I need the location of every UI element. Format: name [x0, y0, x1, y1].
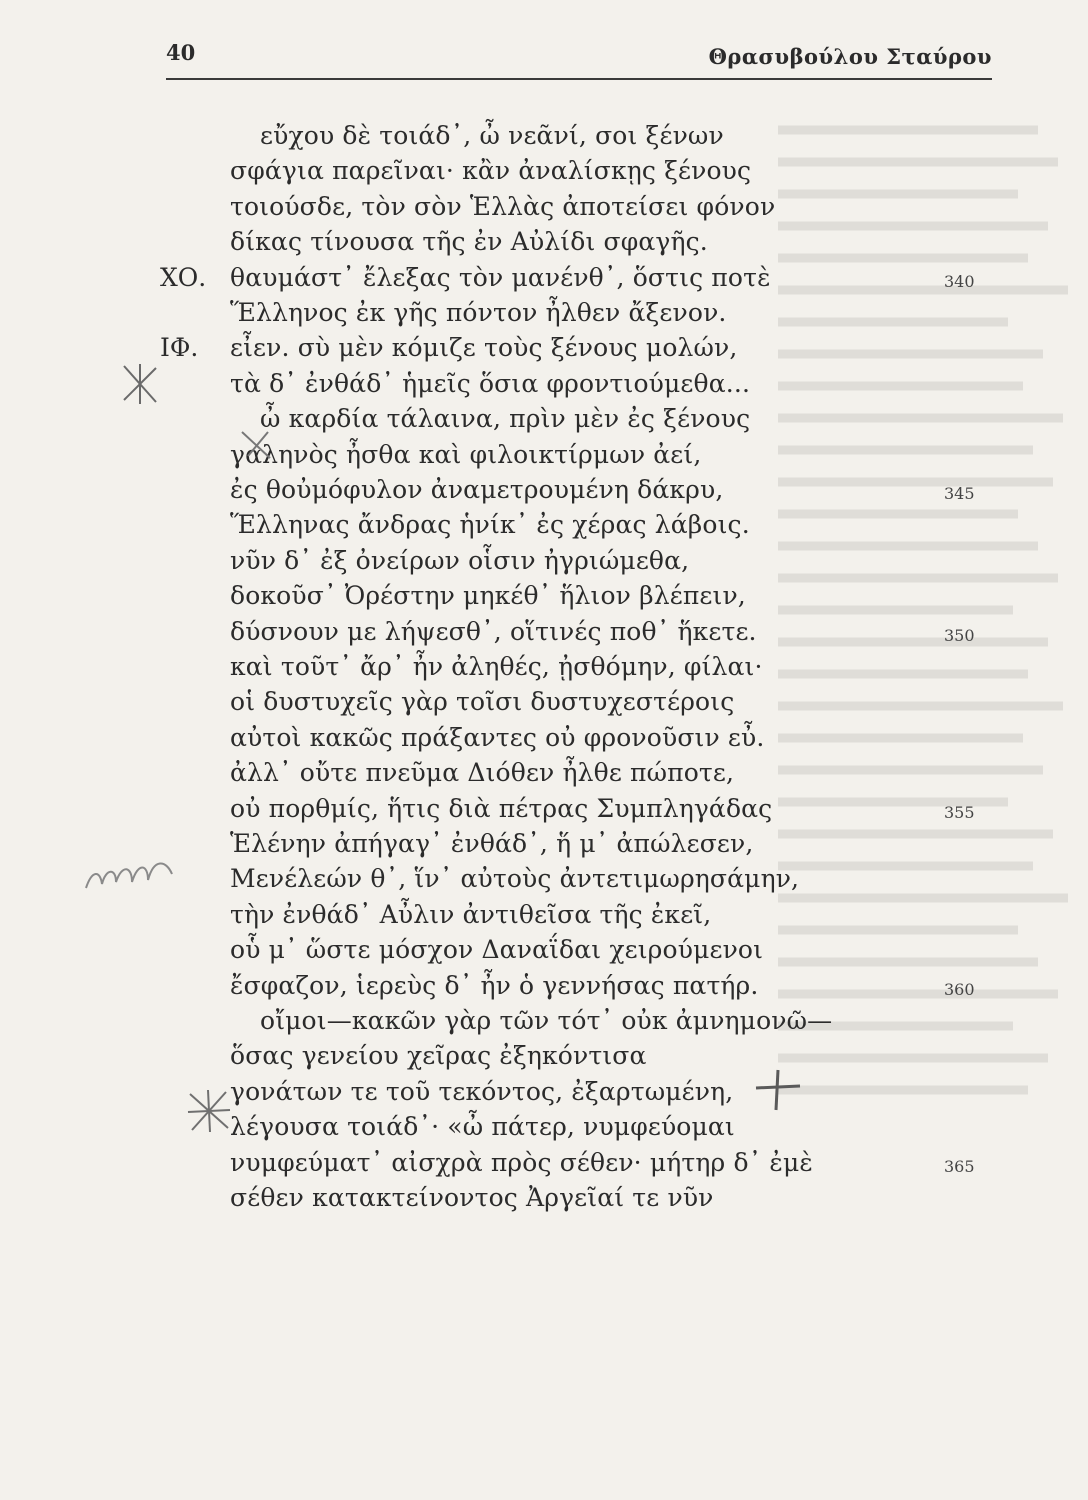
- verse-line: οἴμοι—κακῶν γὰρ τῶν τότ᾽ οὐκ ἀμνημονῶ—: [260, 1006, 833, 1035]
- page-number: 40: [166, 40, 196, 65]
- verse-line: γαληνὸς ἦσθα καὶ φιλοικτίρμων ἀεί,: [230, 439, 702, 469]
- verse-line: ἔσφαζον, ἱερεὺς δ᾽ ἦν ὁ γεννήσας πατήρ.: [230, 970, 759, 1000]
- verse-line: Ἑλένην ἀπήγαγ᾽ ἐνθάδ᾽, ἥ μ᾽ ἀπώλεσεν,: [230, 829, 754, 858]
- line-number: 355: [944, 802, 975, 822]
- verse-line: αὐτοὶ κακῶς πράξαντες οὐ φρονοῦσιν εὖ.: [230, 722, 765, 752]
- verse-line: Ἕλληνος ἐκ γῆς πόντον ἦλθεν ἄξενον.: [230, 298, 727, 327]
- speaker-label: ΙΦ.: [160, 333, 199, 363]
- verse-line: καὶ τοῦτ᾽ ἄρ᾽ ἦν ἀληθές, ᾐσθόμην, φίλαι·: [230, 652, 763, 681]
- line-number: 365: [944, 1156, 975, 1176]
- verse-line: οὗ μ᾽ ὥστε μόσχον Δαναΐδαι χειρούμενοι: [230, 935, 764, 965]
- verse-line: ὦ καρδία τάλαινα, πρὶν μὲν ἐς ξένους: [260, 404, 751, 434]
- verse-line: ὅσας γενείου χεῖρας ἐξηκόντισα: [230, 1041, 647, 1071]
- verse-line: δοκοῦσ᾽ Ὀρέστην μηκέθ᾽ ἥλιον βλέπειν,: [230, 581, 746, 611]
- verse-line: σέθεν κατακτείνοντος Ἀργεῖαί τε νῦν: [230, 1183, 714, 1212]
- verse-line: τοιούσδε, τὸν σὸν Ἑλλὰς ἀποτείσει φόνον: [230, 191, 776, 221]
- verse-line: οἱ δυστυχεῖς γὰρ τοῖσι δυστυχεστέροις: [230, 687, 735, 717]
- header-rule: [166, 78, 992, 80]
- verse-line: Ἕλληνας ἄνδρας ἡνίκ᾽ ἐς χέρας λάβοις.: [230, 510, 750, 540]
- verse-line: Μενέλεών θ᾽, ἵν᾽ αὐτοὺς ἀντετιμωρησάμην,: [230, 864, 800, 894]
- verse-line: εὔχου δὲ τοιάδ᾽, ὦ νεᾶνί, σοι ξένων: [260, 121, 724, 150]
- verse-line: τὰ δ᾽ ἐνθάδ᾽ ἡμεῖς ὅσια φροντιούμεθα...: [230, 368, 751, 398]
- verse-line: θαυμάστ᾽ ἔλεξας τὸν μανένθ᾽, ὅστις ποτὲ: [230, 262, 771, 292]
- verse-line: σφάγια παρεῖναι· κἂν ἀναλίσκῃς ξένους: [230, 156, 752, 186]
- verse-line: τὴν ἐνθάδ᾽ Αὖλιν ἀντιθεῖσα τῆς ἐκεῖ,: [230, 899, 712, 929]
- pencil-scribble: [82, 850, 178, 898]
- verse-line: δίκας τίνουσα τῆς ἐν Αὐλίδι σφαγῆς.: [230, 227, 708, 257]
- line-number: 350: [944, 625, 975, 645]
- verse-line: γονάτων τε τοῦ τεκόντος, ἐξαρτωμένη,: [230, 1076, 734, 1106]
- running-header-title: Θρασυβούλου Σταύρου: [708, 44, 992, 69]
- pencil-asterisk-mark: [116, 362, 164, 406]
- verse-line: οὐ πορθμίς, ἥτις διὰ πέτρας Συμπληγάδας: [230, 793, 773, 823]
- pencil-check-mark: [238, 428, 278, 462]
- verse-line: δύσνουν με λήψεσθ᾽, οἵτινές ποθ᾽ ἥκετε.: [230, 616, 757, 646]
- verse-line: εἶεν. σὺ μὲν κόμιζε τοὺς ξένους μολών,: [230, 333, 738, 363]
- verse-line: νῦν δ᾽ ἐξ ὀνείρων οἷσιν ἠγριώμεθα,: [230, 545, 690, 575]
- verse-line: ἀλλ᾽ οὔτε πνεῦμα Διόθεν ἦλθε πώποτε,: [230, 758, 735, 788]
- line-number: 345: [944, 484, 975, 503]
- pencil-cross-mark: [752, 1066, 804, 1112]
- speaker-label: ΧΟ.: [160, 262, 207, 292]
- line-number: 360: [944, 979, 975, 999]
- pencil-star-mark: [186, 1088, 232, 1134]
- line-number: 340: [944, 271, 975, 291]
- show-through-texture: [778, 100, 1078, 1160]
- verse-line: λέγουσα τοιάδ᾽· «ὦ πάτερ, νυμφεύομαι: [230, 1112, 735, 1142]
- verse-line: νυμφεύματ᾽ αἰσχρὰ πρὸς σέθεν· μήτηρ δ᾽ ἐμὲ: [230, 1147, 813, 1177]
- verse-line: ἐς θοὐμόφυλον ἀναμετρουμένη δάκρυ,: [230, 475, 724, 504]
